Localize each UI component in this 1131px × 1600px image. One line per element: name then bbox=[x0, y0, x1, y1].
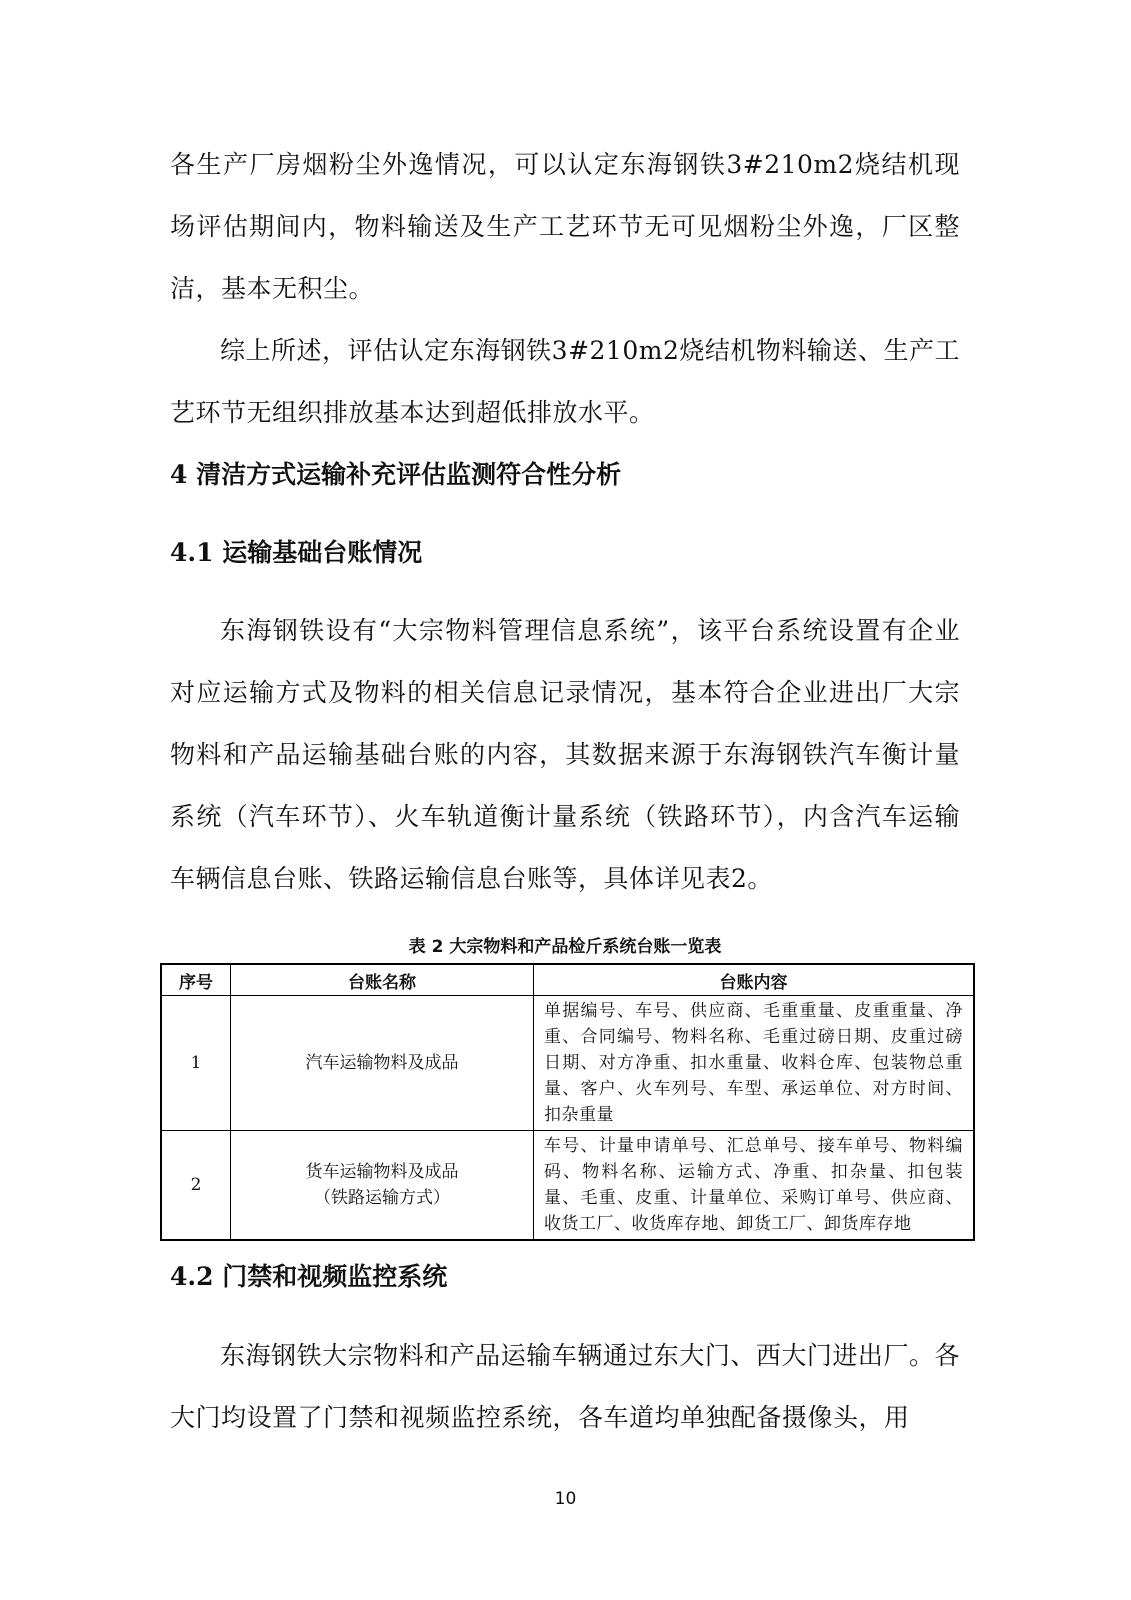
row-serial: 2 bbox=[161, 1131, 231, 1241]
table-row bbox=[161, 1131, 974, 1241]
row-ledger-name-line1: 货车运输物料及成品 bbox=[305, 1162, 459, 1182]
row-ledger-content: 车号、计量申请单号、汇总单号、接车单号、物料编码、物料名称、运输方式、净重、扣杂量、扣包装量、毛重、皮重、计量单位、采购订单号、供应商、收货工厂、收货库存地、卸货工厂、卸货库存地 bbox=[534, 1131, 975, 1241]
table-header-row bbox=[161, 964, 974, 996]
paragraph-ledger-system: 东海钢铁设有“大宗物料管理信息系统”，该平台系统设置有企业对应运输方式及物料的相关信息记录情况，基本符合企业进出厂大宗物料和产品运输基础台账的内容，其数据来源于东海钢铁汽车衡计量系统（汽车环节）、火车轨道衡计量系统（铁路环节），内含汽车运输车辆信息台账、铁路运输信息台账等，具体详见表2。 bbox=[170, 616, 960, 893]
row-serial: 1 bbox=[161, 996, 231, 1131]
row-ledger-name bbox=[231, 1131, 534, 1241]
table-row bbox=[161, 996, 974, 1131]
row-ledger-name-line1: 汽车运输物料及成品 bbox=[305, 1053, 459, 1073]
paragraph-summary: 综上所述，评估认定东海钢铁3#210m2烧结机物料输送、生产工艺环节无组织排放基本达到超低排放水平。 bbox=[170, 336, 960, 427]
ledger-table bbox=[160, 963, 975, 1241]
header-serial: 序号 bbox=[161, 964, 231, 996]
paragraph-block-2 bbox=[170, 600, 960, 910]
header-ledger-name: 台账名称 bbox=[231, 964, 534, 996]
table-caption: 表 2 大宗物料和产品检斤系统台账一览表 bbox=[408, 937, 722, 957]
section-4-1-heading: 4.1 运输基础台账情况 bbox=[170, 538, 423, 567]
paragraph-block-3 bbox=[170, 1325, 960, 1449]
paragraph-dust-assessment: 各生产厂房烟粉尘外逸情况，可以认定东海钢铁3#210m2烧结机现场评估期间内，物料输送及生产工艺环节无可见烟粉尘外逸，厂区整洁，基本无积尘。 bbox=[170, 150, 960, 303]
row-ledger-content: 单据编号、车号、供应商、毛重重量、皮重重量、净重、合同编号、物料名称、毛重过磅日期、皮重过磅日期、对方净重、扣水重量、收料仓库、包装物总重量、客户、火车列号、车型、承运单位、对方时间、扣杂重量 bbox=[534, 996, 975, 1131]
row-ledger-name bbox=[231, 996, 534, 1131]
paragraph-gate-monitoring: 东海钢铁大宗物料和产品运输车辆通过东大门、西大门进出厂。各大门均设置了门禁和视频监控系统，各车道均单独配备摄像头，用 bbox=[170, 1341, 960, 1432]
page-number: 10 bbox=[554, 1489, 577, 1509]
header-ledger-content: 台账内容 bbox=[534, 964, 975, 996]
paragraph-block-1 bbox=[170, 134, 960, 444]
section-4-heading: 4 清洁方式运输补充评估监测符合性分析 bbox=[170, 460, 622, 489]
section-4-heading-wrap bbox=[170, 455, 960, 495]
section-4-2-heading: 4.2 门禁和视频监控系统 bbox=[170, 1262, 448, 1291]
section-4-2-heading-wrap bbox=[170, 1257, 960, 1297]
section-4-1-heading-wrap bbox=[170, 533, 960, 573]
row-ledger-name-line2: （铁路运输方式） bbox=[314, 1188, 450, 1208]
